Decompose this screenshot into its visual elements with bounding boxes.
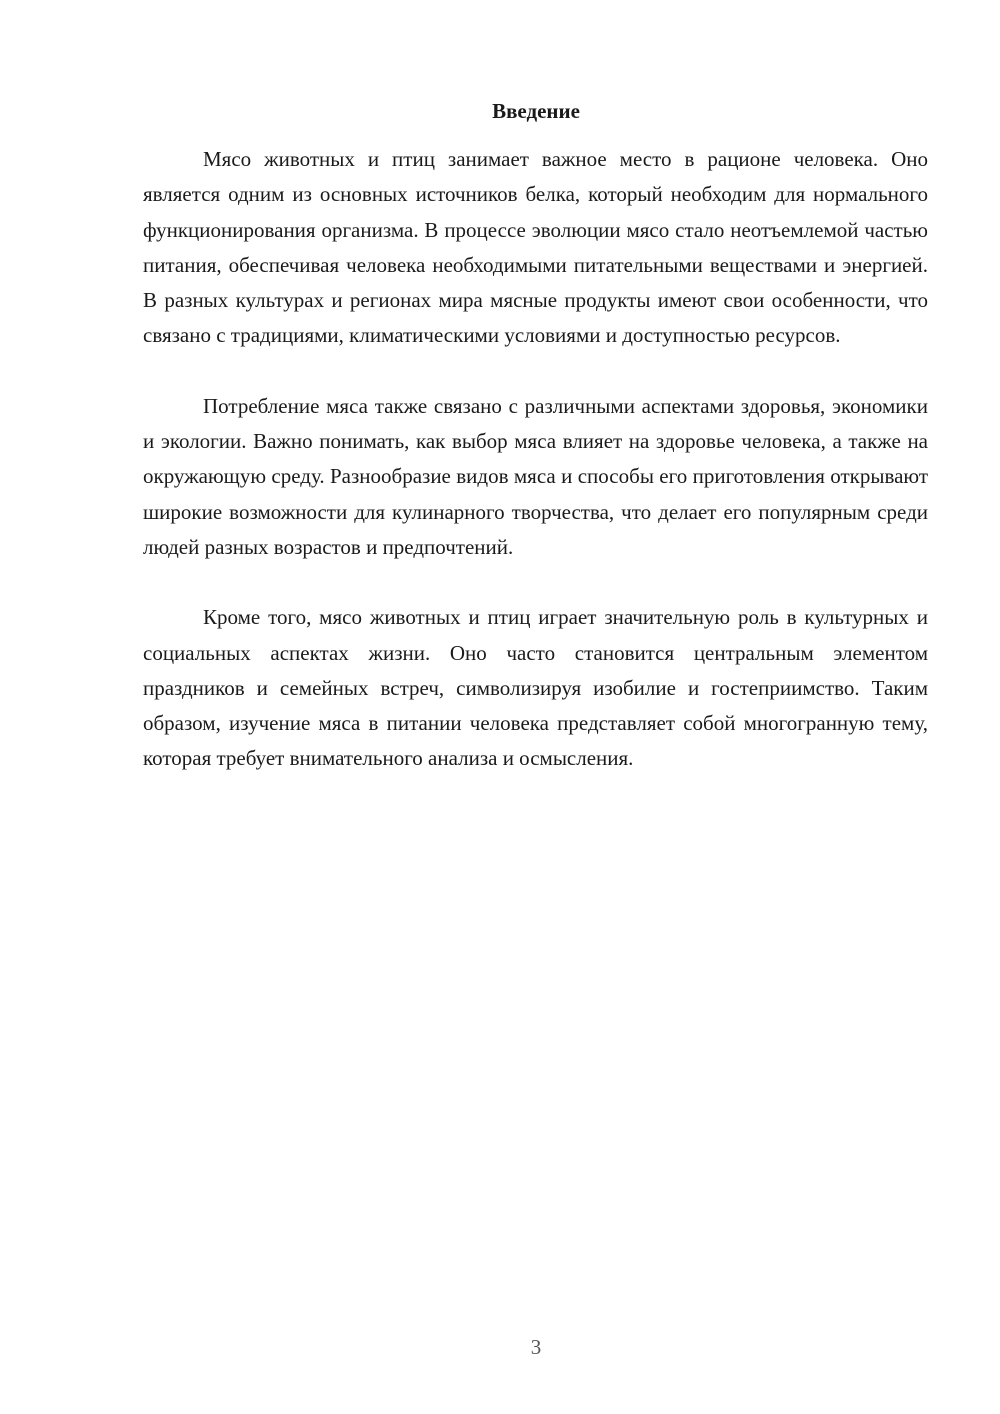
paragraph-1: Мясо животных и птиц занимает важное место в рационе человека. Оно является одним из основных источников белка, который необходим для нормального функционирования организма. В процессе эволюции мясо стало неотъемлемой частью питания, обеспечивая человека необходимыми питательными веществами и энергией. В разных культурах и регионах мира мясные продукты имеют свои особенности, что связано с традициями, климатическими условиями и доступностью ресурсов. [143, 147, 928, 348]
page-title: Введение [492, 99, 580, 123]
paragraph-3: Кроме того, мясо животных и птиц играет значительную роль в культурных и социальных аспектах жизни. Оно часто становится центральным элементом праздников и семейных встреч, символизируя изобилие и гостеприимство. Таким образом, изучение мяса в питании человека представляет собой многогранную тему, которая требует внимательного анализа и осмысления. [143, 605, 928, 771]
page-number: 3 [530, 1335, 542, 1359]
document-body [143, 142, 928, 812]
paragraph-2: Потребление мяса также связано с различными аспектами здоровья, экономики и экологии. Важно понимать, как выбор мяса влияет на здоровье человека, а также на окружающую среду. Разнообразие видов мяса и способы его приготовления открывают широкие возможности для кулинарного творчества, что делает его популярным среди людей разных возрастов и предпочтений. [143, 393, 928, 559]
